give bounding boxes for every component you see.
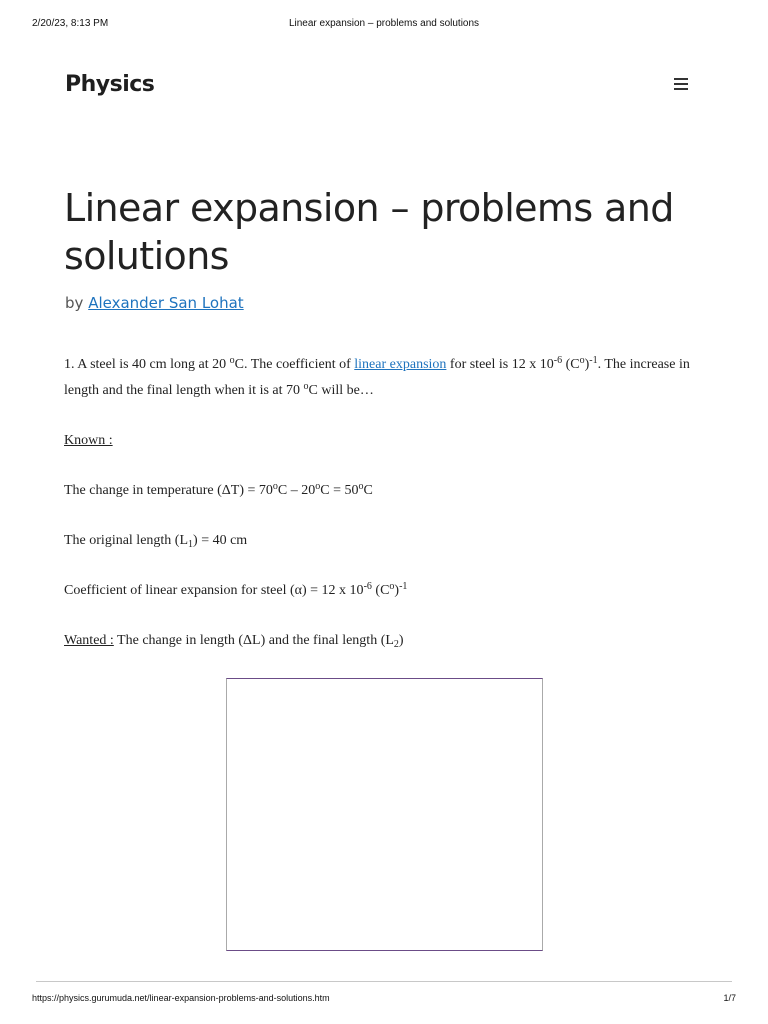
superscript: o [389, 581, 395, 592]
formula-text: ) = 40 cm [193, 533, 248, 548]
superscript: -6 [363, 581, 372, 592]
superscript: o [358, 481, 364, 492]
problem-text: C. The coefficient of [234, 357, 355, 372]
print-url: https://physics.gurumuda.net/linear-expansion-problems-and-solutions.htm [32, 993, 330, 1003]
superscript: o [303, 381, 309, 392]
article-content [64, 352, 714, 678]
formula-text: C – 20 [277, 483, 316, 498]
formula-text: (C [371, 583, 390, 598]
superscript: o [229, 355, 235, 366]
known-heading [64, 428, 714, 454]
formula-text: ) [398, 633, 404, 648]
print-page-title: Linear expansion – problems and solutions [288, 18, 480, 29]
linear-expansion-link[interactable]: linear expansion [354, 357, 447, 372]
formula-text: Coefficient of linear expansion for steel (α) = 12 x 10 [64, 583, 364, 598]
wanted-label: Wanted : [64, 633, 114, 648]
post-title: Linear expansion – problems and solutions [64, 186, 674, 278]
formula-text: The change in temperature (ΔT) = 70 [64, 483, 273, 498]
byline-prefix: by [65, 294, 84, 312]
problem-text: (C [562, 357, 580, 372]
embedded-figure-frame [226, 678, 543, 951]
known-label: Known : [64, 433, 113, 448]
problem-text: for steel is 12 x 10 [446, 357, 554, 372]
site-header [65, 70, 688, 104]
formula-text: The original length (L [64, 533, 189, 548]
superscript: -1 [399, 581, 408, 592]
formula-text: C [363, 483, 373, 498]
subscript: 1 [188, 539, 194, 550]
problem-statement [64, 352, 714, 404]
menu-bar [674, 78, 688, 80]
superscript: o [315, 481, 321, 492]
superscript: -1 [589, 355, 598, 366]
formula-text: ) [394, 583, 400, 598]
formula-text: C = 50 [320, 483, 359, 498]
wanted-line [64, 628, 714, 654]
known-delta-t [64, 478, 714, 504]
menu-bar [674, 88, 688, 90]
menu-bar [674, 83, 688, 85]
subscript: 2 [393, 639, 399, 650]
known-original-length [64, 528, 714, 554]
superscript: o [272, 481, 278, 492]
print-date: 2/20/23, 8:13 PM [32, 18, 109, 29]
print-footer [32, 993, 736, 1007]
problem-text: . The increase in length and the final length when it is at 70 [64, 357, 690, 398]
byline [65, 294, 244, 312]
problem-text: C will be… [308, 383, 374, 398]
author-link[interactable]: Alexander San Lohat [88, 294, 244, 312]
superscript: o [579, 355, 585, 366]
formula-text: The change in length (ΔL) and the final length (L [113, 633, 394, 648]
superscript: -6 [553, 355, 563, 366]
footer-divider [36, 981, 732, 982]
problem-text: ) [584, 357, 590, 372]
print-header [32, 18, 736, 32]
hamburger-menu-icon[interactable] [674, 78, 688, 90]
problem-text: 1. A steel is 40 cm long at 20 [64, 357, 230, 372]
site-title[interactable]: Physics [65, 72, 155, 97]
known-coefficient [64, 578, 714, 604]
print-page-number: 1/7 [723, 993, 736, 1003]
